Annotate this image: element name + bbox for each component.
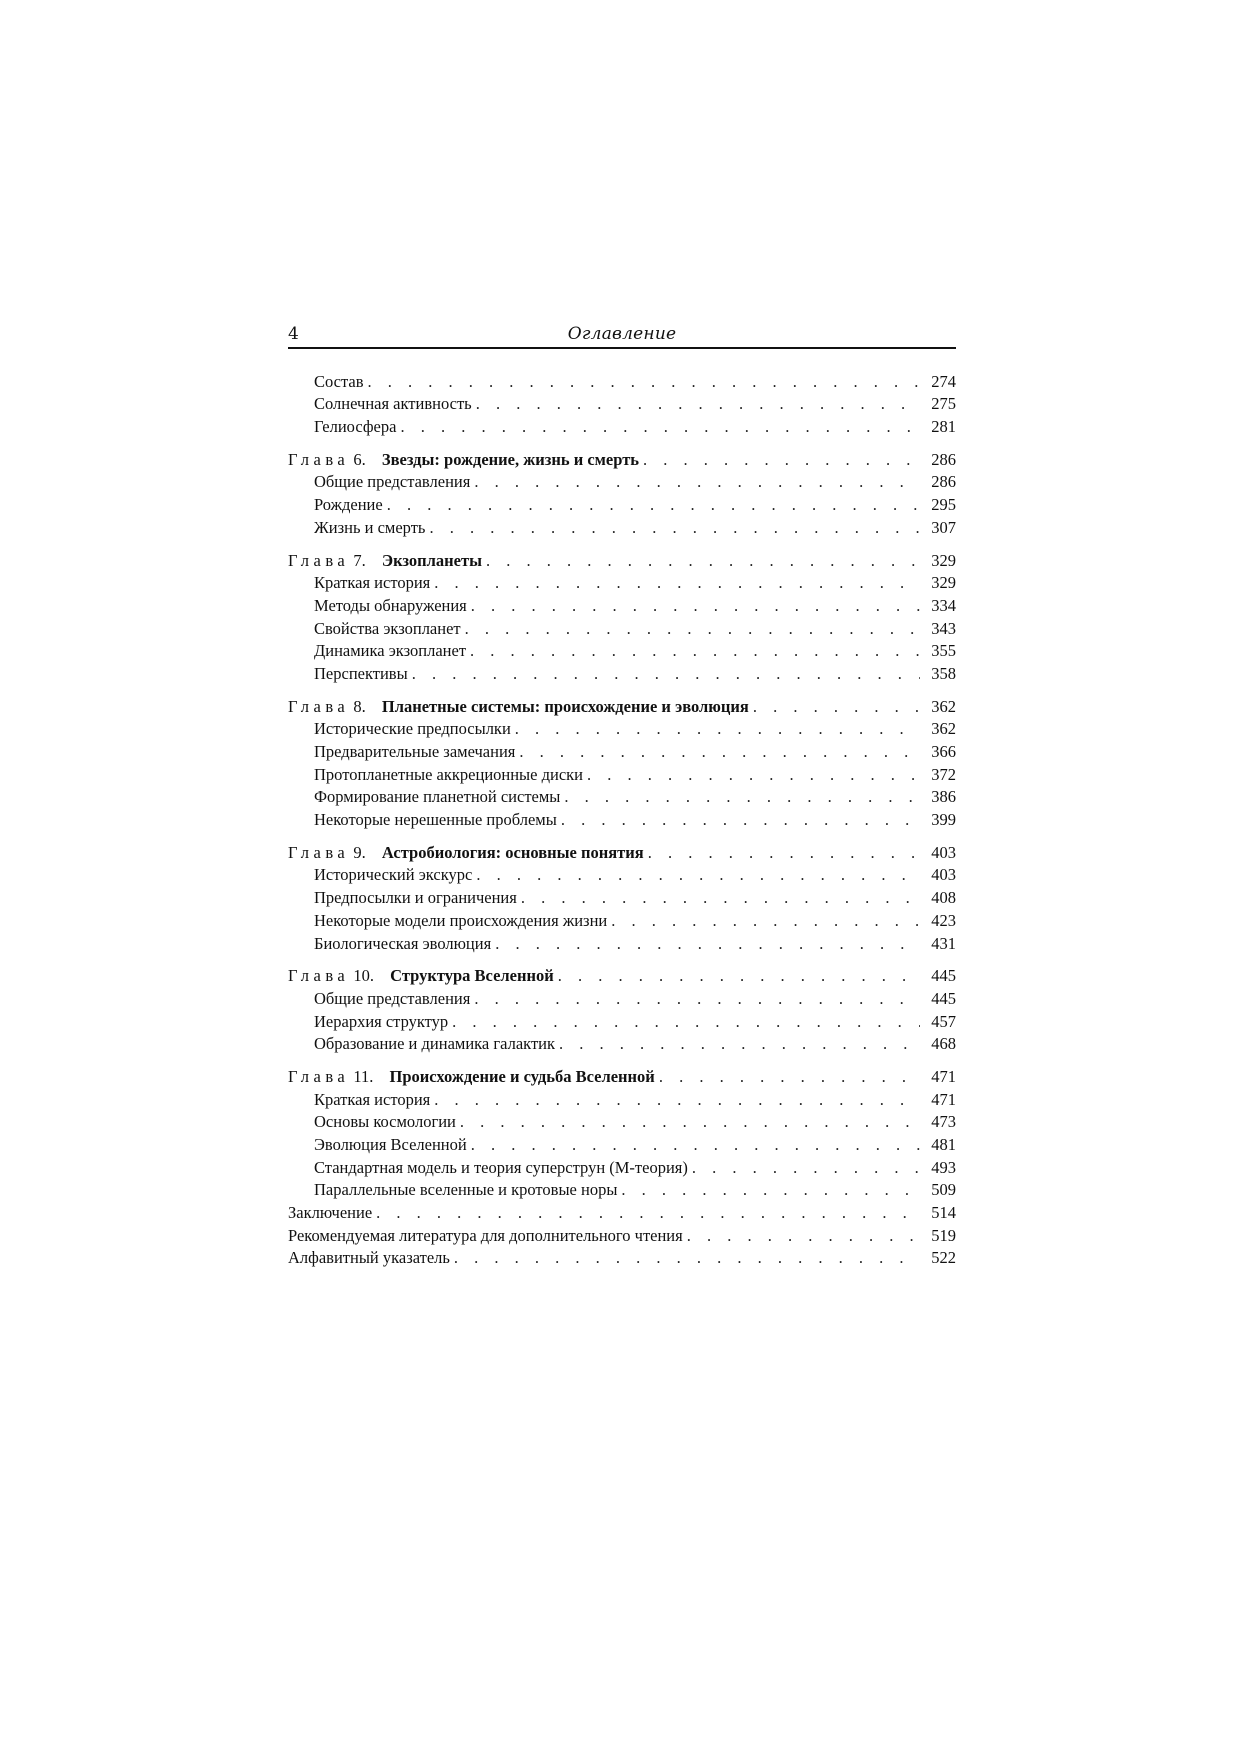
toc-entry[interactable]: Краткая история . . . 471 xyxy=(288,1087,956,1110)
toc-entry-conclusion[interactable]: Заключение . . . 514 xyxy=(288,1200,956,1223)
dot-leader xyxy=(643,450,920,470)
dot-leader xyxy=(587,765,920,785)
toc-entry[interactable]: Общие представления . . . 445 xyxy=(288,986,956,1009)
dot-leader xyxy=(558,966,920,986)
dot-leader xyxy=(471,1135,920,1155)
toc-entry-recommended-reading[interactable]: Рекомендуемая литература для дополнительного чтения . . . 519 xyxy=(288,1223,956,1246)
dot-leader xyxy=(687,1226,920,1246)
toc-entry[interactable]: Эволюция Вселенной . . . 481 xyxy=(288,1132,956,1155)
toc-entry-alphabetical-index[interactable]: Алфавитный указатель . . . 522 xyxy=(288,1246,956,1269)
toc-entry[interactable]: Протопланетные аккреционные диски . . . 372 xyxy=(288,762,956,785)
dot-leader xyxy=(376,1203,920,1223)
toc-entry[interactable]: Динамика экзопланет . . . 355 xyxy=(288,639,956,662)
dot-leader xyxy=(486,551,920,571)
toc-entry[interactable]: Параллельные вселенные и кротовые норы . . . 509 xyxy=(288,1178,956,1201)
dot-leader xyxy=(412,664,920,684)
toc-entry-heliosphere[interactable]: Гелиосфера . . . 281 xyxy=(288,414,956,437)
dot-leader xyxy=(429,518,920,538)
chapter-group-6 xyxy=(288,447,956,538)
dot-leader xyxy=(460,1112,920,1132)
running-title: Оглавление xyxy=(567,324,677,344)
dot-leader xyxy=(521,888,920,908)
table-of-contents xyxy=(288,369,956,1268)
dot-leader xyxy=(470,641,920,661)
toc-entry[interactable]: Исторический экскурс . . . 403 xyxy=(288,863,956,886)
chapter-group-10 xyxy=(288,964,956,1055)
dot-leader xyxy=(368,372,920,392)
toc-entry[interactable]: Жизнь и смерть . . . 307 xyxy=(288,515,956,538)
chapter-heading-10[interactable]: Глава 10. Структура Вселенной . . . 445 xyxy=(288,964,956,987)
toc-entry-composition[interactable]: Состав . . . 274 xyxy=(288,369,956,392)
dot-leader xyxy=(561,810,920,830)
dot-leader xyxy=(692,1158,920,1178)
chapter-group-11 xyxy=(288,1064,956,1268)
toc-entry[interactable]: Предпосылки и ограничения . . . 408 xyxy=(288,885,956,908)
dot-leader xyxy=(559,1034,920,1054)
chapter-heading-8[interactable]: Глава 8. Планетные системы: происхождение и эволюция . . . 362 xyxy=(288,694,956,717)
chapter-heading-11[interactable]: Глава 11. Происхождение и судьба Вселенной . . . 471 xyxy=(288,1064,956,1087)
dot-leader xyxy=(564,787,920,807)
page-number: 4 xyxy=(288,324,299,344)
chapter-heading-7[interactable]: Глава 7. Экзопланеты . . . 329 xyxy=(288,548,956,571)
toc-entry-solar-activity[interactable]: Солнечная активность . . . 275 xyxy=(288,392,956,415)
toc-entry[interactable]: Стандартная модель и теория суперструн (М-теория) . . . 493 xyxy=(288,1155,956,1178)
dot-leader xyxy=(611,911,920,931)
dot-leader xyxy=(474,989,920,1009)
dot-leader xyxy=(452,1012,920,1032)
toc-entry[interactable]: Образование и динамика галактик . . . 468 xyxy=(288,1032,956,1055)
dot-leader xyxy=(753,697,920,717)
dot-leader xyxy=(519,742,920,762)
dot-leader xyxy=(454,1248,920,1268)
toc-entry[interactable]: Исторические предпосылки . . . 362 xyxy=(288,717,956,740)
toc-entry[interactable]: Краткая история . . . 329 xyxy=(288,571,956,594)
toc-entry[interactable]: Некоторые модели происхождения жизни . . . 423 xyxy=(288,908,956,931)
toc-entry[interactable]: Рождение . . . 295 xyxy=(288,492,956,515)
dot-leader xyxy=(474,472,920,492)
chapter-heading-9[interactable]: Глава 9. Астробиология: основные понятия . . . 403 xyxy=(288,840,956,863)
toc-entry[interactable]: Некоторые нерешенные проблемы . . . 399 xyxy=(288,807,956,830)
toc-entry[interactable]: Иерархия структур . . . 457 xyxy=(288,1009,956,1032)
dot-leader xyxy=(659,1067,920,1087)
dot-leader xyxy=(476,865,920,885)
toc-page xyxy=(288,321,956,1278)
dot-leader xyxy=(465,619,920,639)
section-group-chapter-5-tail xyxy=(288,369,956,437)
dot-leader xyxy=(621,1180,920,1200)
chapter-group-9 xyxy=(288,840,956,953)
dot-leader xyxy=(648,843,920,863)
running-head xyxy=(288,321,956,349)
dot-leader xyxy=(471,596,920,616)
dot-leader xyxy=(476,394,920,414)
dot-leader xyxy=(434,1090,920,1110)
chapter-group-7 xyxy=(288,548,956,684)
chapter-heading-6[interactable]: Глава 6. Звезды: рождение, жизнь и смерть . . . 286 xyxy=(288,447,956,470)
toc-entry[interactable]: Перспективы . . . 358 xyxy=(288,661,956,684)
toc-entry[interactable]: Общие представления . . . 286 xyxy=(288,470,956,493)
dot-leader xyxy=(495,934,920,954)
toc-entry[interactable]: Биологическая эволюция . . . 431 xyxy=(288,931,956,954)
toc-entry[interactable]: Методы обнаружения . . . 334 xyxy=(288,593,956,616)
dot-leader xyxy=(387,495,920,515)
toc-entry[interactable]: Предварительные замечания . . . 366 xyxy=(288,739,956,762)
toc-entry[interactable]: Основы космологии . . . 473 xyxy=(288,1110,956,1133)
toc-entry[interactable]: Свойства экзопланет . . . 343 xyxy=(288,616,956,639)
dot-leader xyxy=(434,573,920,593)
toc-entry[interactable]: Формирование планетной системы . . . 386 xyxy=(288,785,956,808)
dot-leader xyxy=(515,719,920,739)
dot-leader xyxy=(400,417,920,437)
chapter-group-8 xyxy=(288,694,956,830)
